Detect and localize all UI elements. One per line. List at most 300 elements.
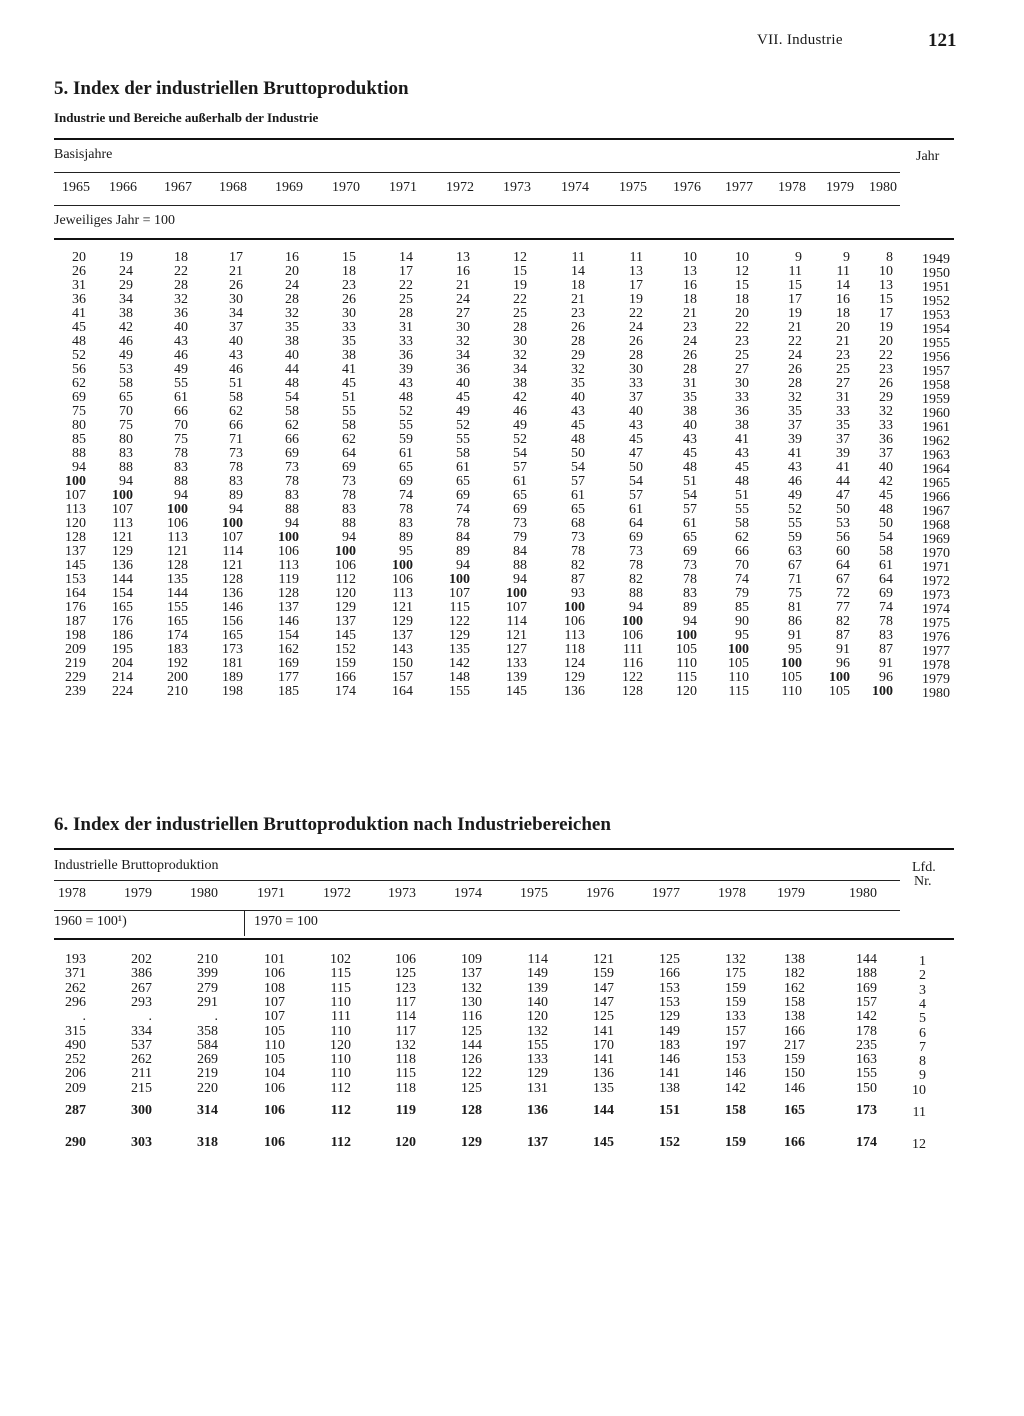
table5-year: 1955 [922,336,950,351]
table6-cell: 138 [659,1080,680,1096]
table5-cell: 83 [174,460,188,475]
table6-cell: 149 [659,1023,680,1039]
table5-cell: 100 [392,558,413,573]
table5-cell: 115 [676,670,697,685]
table6-cell: 142 [856,1009,877,1025]
table5-cell: 22 [629,306,643,321]
table5-cell: 91 [788,628,802,643]
table5-cell: 107 [506,600,527,615]
table6-cell: 137 [461,966,482,982]
table5-cell: 164 [65,586,86,601]
table5-cell: 65 [683,530,697,545]
table6-cell: 105 [264,1052,285,1068]
table6-row-number: 7 [919,1039,926,1055]
table5-cell: 106 [564,614,585,629]
table5-cell: 176 [112,614,133,629]
table6-cell: 169 [856,980,877,996]
table5-cell: 91 [879,656,893,671]
table6-note-a: 1960 = 100¹) [54,914,127,929]
table5-column [483,251,527,699]
table5-cell: 200 [167,670,188,685]
table5-cell: 37 [788,418,802,433]
table5-cell: 15 [879,292,893,307]
table5-cell: 18 [836,306,850,321]
table6-cell: 108 [264,980,285,996]
table6-cell: 129 [527,1066,548,1082]
table5-cell: 58 [285,404,299,419]
table5-cell: 73 [285,460,299,475]
table5-cell: 64 [836,558,850,573]
table5-cell: 34 [229,306,243,321]
table5-cell: 142 [449,656,470,671]
table5-cell: 60 [836,544,850,559]
table5-cell: 22 [513,292,527,307]
table5-cell: 21 [788,320,802,335]
table5-cell: 157 [392,670,413,685]
table5-cell: 159 [335,656,356,671]
table5-cell: 78 [629,558,643,573]
table5-cell: 94 [342,530,356,545]
table5-cell: 61 [683,516,697,531]
table5-cell: 118 [564,642,585,657]
table6-cell: 155 [856,1066,877,1082]
table6-cell: 120 [395,1135,416,1151]
table5-year: 1976 [922,630,950,645]
table6-cell: 188 [856,966,877,982]
table5-year: 1968 [922,518,950,533]
table5-cell: 27 [735,362,749,377]
table6-cell: 129 [461,1135,482,1151]
table5-cell: 28 [399,306,413,321]
table5-cell: 24 [683,334,697,349]
table6-cell: 130 [461,994,482,1010]
table6-cell: 106 [264,966,285,982]
table5-cell: 46 [513,404,527,419]
table5-cell: 72 [836,586,850,601]
table5-cell: 42 [513,390,527,405]
table5-cell: 74 [879,600,893,615]
table5-cell: 52 [513,432,527,447]
table5-cell: 87 [879,642,893,657]
table6-cell: 132 [725,952,746,967]
table5-cell: 89 [683,600,697,615]
table6-cell: 146 [659,1052,680,1068]
table6-cell: 125 [659,952,680,967]
table5-cell: 36 [174,306,188,321]
table5-cell: 40 [174,320,188,335]
table5-cell: 145 [506,684,527,699]
table5-note: Jeweiliges Jahr = 100 [54,213,176,228]
table5-cell: 84 [513,544,527,559]
table5-cell: 65 [571,502,585,517]
table5-cell: 43 [683,432,697,447]
table6-year-header: 1978 [718,886,746,901]
table6-cell: 162 [784,980,805,996]
table6-cell: 121 [593,952,614,967]
table5-cell: 121 [112,530,133,545]
table5-cell: 61 [629,502,643,517]
table6-cell: 386 [131,966,152,982]
table5-cell: 21 [571,292,585,307]
table5-cell: 100 [781,656,802,671]
table6-cell: 262 [65,980,86,996]
table5-cell: 174 [335,684,356,699]
table6-cell: 132 [461,980,482,996]
table6-cell: 129 [659,1009,680,1025]
table5-base-year: 1966 [109,180,137,195]
table5-year: 1974 [922,602,950,617]
table5-column [849,251,893,699]
table5-cell: 56 [836,530,850,545]
table5-cell: 51 [735,488,749,503]
table6-cell: 122 [461,1066,482,1082]
table5-cell: 66 [735,544,749,559]
table6-cell: 141 [593,1052,614,1068]
table5-base-year: 1979 [826,180,854,195]
table5-cell: 42 [119,320,133,335]
table5-cell: 94 [285,516,299,531]
table5-cell: 122 [622,670,643,685]
table5-cell: 73 [513,516,527,531]
table5-cell: 19 [119,250,133,265]
table6-cell: 119 [395,1103,416,1118]
table6-cell: 112 [330,1080,351,1096]
table5-cell: 39 [836,446,850,461]
table6-cell: 269 [197,1052,218,1068]
table5-cell: 75 [174,432,188,447]
table5-cell: 146 [222,600,243,615]
table5-cell: 136 [112,558,133,573]
table6-year-header: 1979 [777,886,805,901]
table6-cell: 147 [593,980,614,996]
table6-cell: 136 [527,1103,548,1118]
table5-cell: 143 [392,642,413,657]
table6-cell: 146 [784,1080,805,1096]
table5-cell: 40 [571,390,585,405]
table6-cell: 159 [784,1052,805,1068]
table6-cell: 170 [593,1037,614,1053]
table6-cell: 110 [330,1052,351,1068]
table5-cell: 105 [829,684,850,699]
table5-cell: 95 [399,544,413,559]
table6-row-number: 5 [919,1011,926,1027]
table6-years-rule [54,910,900,911]
table5-cell: 22 [735,320,749,335]
table6-cell: 104 [264,1066,285,1082]
table5-cell: 40 [629,404,643,419]
table6-cell: 293 [131,994,152,1010]
table5-cell: 96 [836,656,850,671]
table6-cell: 115 [395,1066,416,1082]
table5-cell: 57 [571,474,585,489]
table6-row-number: 2 [919,968,926,984]
table5-cell: 26 [629,334,643,349]
table5-cell: 13 [456,250,470,265]
table5-year: 1951 [922,280,950,295]
table5-cell: 11 [836,264,850,279]
table5-cell: 40 [879,460,893,475]
table5-cell: 35 [788,404,802,419]
table5-cell: 96 [879,670,893,685]
table5-cell: 25 [399,292,413,307]
table5-cell: 15 [342,250,356,265]
table5-year: 1977 [922,644,950,659]
table6-cell: 314 [197,1103,218,1118]
table5-cell: 36 [879,432,893,447]
table5-cell: 23 [683,320,697,335]
table5-cell: 106 [335,558,356,573]
table5-cell: 35 [285,320,299,335]
table5-cell: 28 [285,292,299,307]
table5-cell: 135 [449,642,470,657]
table5-cell: 83 [399,516,413,531]
table5-cell: 52 [788,502,802,517]
table5-base-year: 1974 [561,180,589,195]
table5-cell: 33 [735,390,749,405]
table5-cell: 40 [285,348,299,363]
table6-cell: 279 [197,980,218,996]
table5-cell: 30 [229,292,243,307]
table5-cell: 239 [65,684,86,699]
table5-cell: 49 [119,348,133,363]
table5-cell: 45 [456,390,470,405]
table5-cell: 133 [506,656,527,671]
table5-cell: 28 [571,334,585,349]
table5-cell: 83 [879,628,893,643]
table5-cell: 121 [392,600,413,615]
table5-cell: 121 [506,628,527,643]
table5-cell: 41 [836,460,850,475]
table5-column [653,251,697,699]
table6-cell: 106 [264,1080,285,1096]
table6-cell: 110 [330,1066,351,1082]
table5-cell: 32 [571,362,585,377]
table5-cell: 10 [735,250,749,265]
table5-cell: 20 [72,250,86,265]
table5-cell: 54 [879,530,893,545]
table5-cell: 48 [72,334,86,349]
table5-cell: 100 [676,628,697,643]
table5-cell: 83 [229,474,243,489]
table5-cell: 48 [879,502,893,517]
table5-cell: 105 [728,656,749,671]
table5-cell: 17 [399,264,413,279]
table5-cell: 62 [229,404,243,419]
table5-cell: 69 [456,488,470,503]
table5-cell: 106 [278,544,299,559]
table5-cell: 46 [788,474,802,489]
table5-cell: 45 [683,446,697,461]
table5-year: 1962 [922,434,950,449]
table6-cell: 163 [856,1052,877,1068]
table6-cell: 125 [461,1080,482,1096]
table5-cell: 74 [399,488,413,503]
table6-note-b: 1970 = 100 [254,914,318,929]
table5-cell: 40 [229,334,243,349]
table6-year-header: 1980 [190,886,218,901]
table5-cell: 32 [285,306,299,321]
table5-cell: 23 [879,362,893,377]
table5-base-year: 1976 [673,180,701,195]
table5-cell: 35 [571,376,585,391]
table5-cell: 10 [879,264,893,279]
table6-cell: 125 [461,1023,482,1039]
table5-cell: 84 [456,530,470,545]
table6-year-header: 1972 [323,886,351,901]
table5-base-year: 1977 [725,180,753,195]
table5-cell: 49 [456,404,470,419]
table6-cell: 219 [197,1066,218,1082]
table5-cell: 28 [683,362,697,377]
table5-cell: 113 [112,516,133,531]
table6-cell: 126 [461,1052,482,1068]
table5-cell: 113 [65,502,86,517]
table6-cell: 153 [659,980,680,996]
table5-cell: 19 [629,292,643,307]
table5-cell: 46 [119,334,133,349]
table5-cell: 187 [65,614,86,629]
table5-cell: 78 [285,474,299,489]
table5-cell: 25 [735,348,749,363]
table5-cell: 21 [836,334,850,349]
table5-cell: 120 [676,684,697,699]
table5-year: 1949 [922,252,950,267]
table5-cell: 106 [167,516,188,531]
table6-cell: 153 [725,1052,746,1068]
table6-group-label: Industrielle Bruttoproduktion [54,858,219,873]
table5-column [369,251,413,699]
table5-cell: 154 [112,586,133,601]
table5-cell: 19 [879,320,893,335]
table5-cell: 28 [513,320,527,335]
table5-cell: 58 [456,446,470,461]
table5-cell: 100 [167,502,188,517]
table5-cell: 41 [788,446,802,461]
table5-cell: 135 [167,572,188,587]
table6-cell: 138 [784,952,805,967]
table5-cell: 57 [683,502,697,517]
table5-year: 1958 [922,378,950,393]
table6-cell: 158 [784,994,805,1010]
table6-cell: 112 [330,1103,351,1118]
table5-base-year: 1969 [275,180,303,195]
table5-cell: 100 [112,488,133,503]
table5-cell: 10 [683,250,697,265]
table5-year: 1961 [922,420,950,435]
table5-cell: 165 [112,600,133,615]
table5-cell: 11 [571,250,585,265]
table5-cell: 64 [879,572,893,587]
table5-cell: 50 [836,502,850,517]
table5-cell: 78 [342,488,356,503]
table5-cell: 152 [335,642,356,657]
table5-cell: 94 [72,460,86,475]
table5-cell: 20 [735,306,749,321]
table5-cell: 95 [788,642,802,657]
table5-cell: 100 [278,530,299,545]
table5-cell: 63 [788,544,802,559]
table5-cell: 51 [683,474,697,489]
table5-cell: 78 [683,572,697,587]
table6-cell: 115 [330,966,351,982]
table5-year: 1964 [922,462,950,477]
table6-cell: 159 [725,1135,746,1151]
table6-cell: 109 [461,952,482,967]
table6-cell: 584 [197,1037,218,1053]
table5-cell: 50 [629,460,643,475]
table5-cell: 89 [456,544,470,559]
table5-cell: 120 [65,516,86,531]
table5-cell: 35 [836,418,850,433]
table6-cell: 235 [856,1037,877,1053]
table5-cell: 94 [683,614,697,629]
table5-cell: 100 [728,642,749,657]
table5-cell: 136 [222,586,243,601]
table5-cell: 8 [886,250,893,265]
table5-cell: 35 [342,334,356,349]
table5-cell: 43 [788,460,802,475]
table5-cell: 48 [285,376,299,391]
table6-row-number: 4 [919,996,926,1012]
table5-cell: 83 [683,586,697,601]
table5-cell: 83 [119,446,133,461]
table5-cell: 144 [167,586,188,601]
table5-cell: 87 [571,572,585,587]
table5-cell: 61 [399,446,413,461]
table6-cell: 173 [856,1103,877,1118]
table5-cell: 137 [392,628,413,643]
table5-cell: 183 [167,642,188,657]
table5-cell: 113 [392,586,413,601]
table5-cell: 137 [335,614,356,629]
table6-cell: 117 [395,1023,416,1039]
table5-cell: 55 [735,502,749,517]
table6-body-rule [54,938,954,940]
table6-year-header: 1977 [652,886,680,901]
table5-cell: 17 [788,292,802,307]
table5-cell: 78 [174,446,188,461]
table5-cell: 46 [174,348,188,363]
table5-cell: 29 [879,390,893,405]
table5-cell: 45 [571,418,585,433]
table5-cell: 55 [399,418,413,433]
table5-year-label: Jahr [916,149,940,164]
table5-cell: 73 [229,446,243,461]
table5-cell: 111 [623,642,643,657]
table5-cell: 204 [112,656,133,671]
table5-cell: 100 [222,516,243,531]
table5-cell: 45 [629,432,643,447]
table5-cell: 18 [571,278,585,293]
table5-cell: 61 [174,390,188,405]
table6-year-header: 1979 [124,886,152,901]
table5-cell: 23 [342,278,356,293]
table5-cell: 37 [879,446,893,461]
table5-base-year: 1973 [503,180,531,195]
table5-cell: 65 [119,390,133,405]
table5-cell: 195 [112,642,133,657]
table5-cell: 214 [112,670,133,685]
table5-column [42,251,86,699]
table6-cell: 210 [197,952,218,967]
table5-cell: 154 [278,628,299,643]
table5-cell: 121 [222,558,243,573]
table5-cell: 78 [879,614,893,629]
table6-cell: 209 [65,1080,86,1096]
table5-cell: 107 [449,586,470,601]
table5-cell: 45 [72,320,86,335]
table5-year: 1966 [922,490,950,505]
